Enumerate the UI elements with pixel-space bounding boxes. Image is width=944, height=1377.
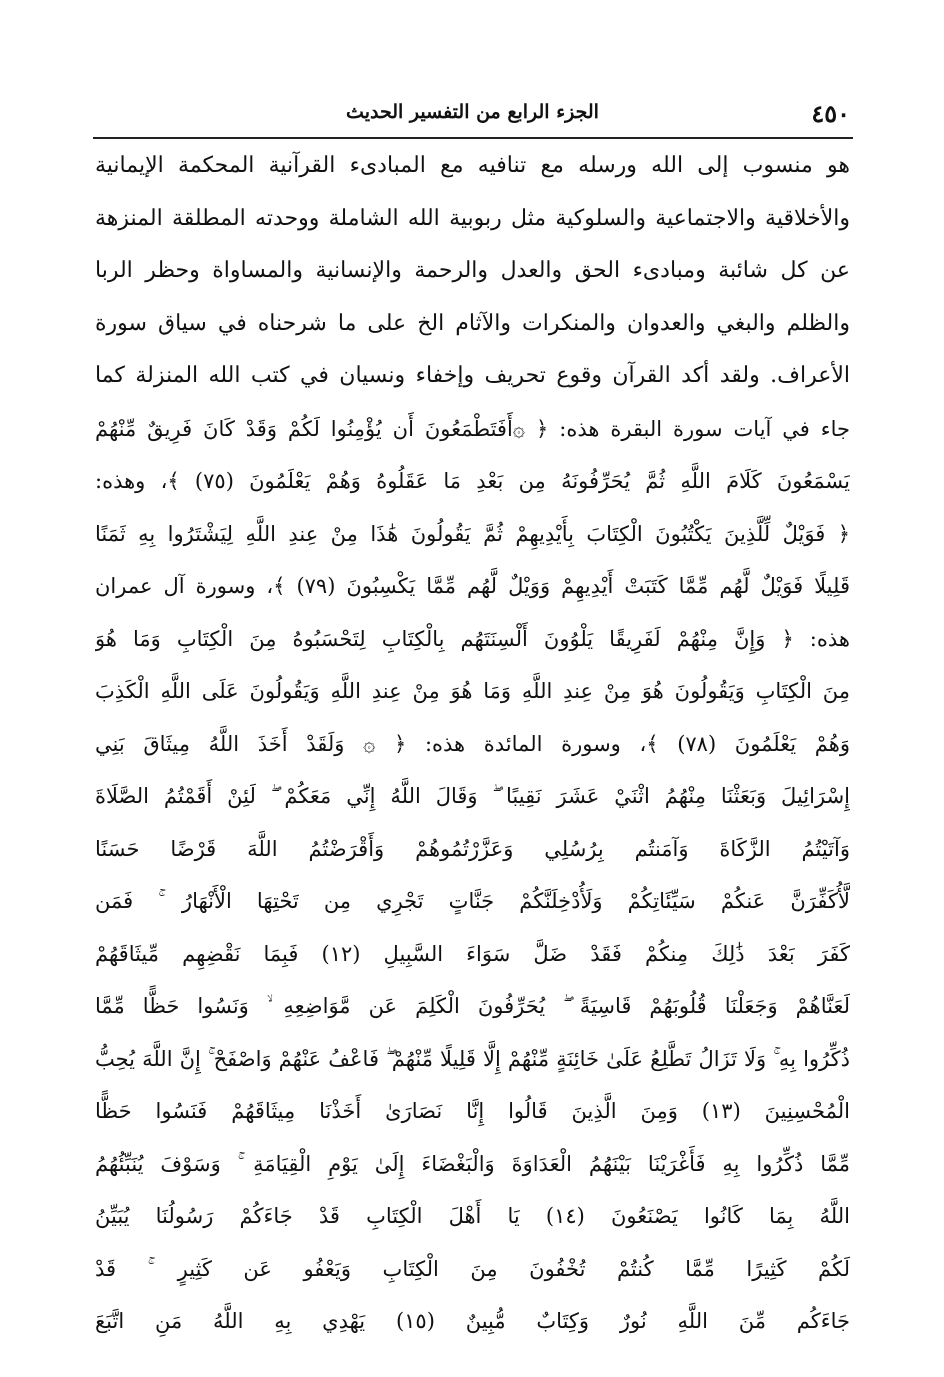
text-line: وَهُمْ يَعْلَمُونَ (٧٨) ﴾، وسورة المائدة هذه: ﴿ ۞ وَلَقَدْ أَخَذَ اللَّهُ مِيثَاقَ بَنِي	[95, 731, 850, 756]
text-line: الأعراف. ولقد أكد القرآن وقوع تحريف وإخفاء ونسيان في كتب الله المنزلة كما	[95, 363, 850, 388]
text-line: ذُكِّرُوا بِهِ ۚ وَلَا تَزَالُ تَطَّلِعُ عَلَىٰ خَائِنَةٍ مِّنْهُمْ إِلَّا قَلِيلًا مِّنْهُمْ ۖ فَاعْفُ عَنْهُمْ وَاصْفَحْ ۚ إِنَّ اللَّهَ يُحِبُّ	[95, 1046, 850, 1071]
text-line: لَعَنَّاهُمْ وَجَعَلْنَا قُلُوبَهُمْ قَاسِيَةً ۖ يُحَرِّفُونَ الْكَلِمَ عَن مَّوَاضِعِهِ ۙ وَنَسُوا حَظًّا مِّمَّا	[95, 994, 850, 1018]
page-body	[95, 140, 850, 1348]
text-line: عن كل شائبة ومبادىء الحق والعدل والرحمة والإنسانية والمساواة وحظر الربا	[95, 258, 850, 283]
running-title: الجزء الرابع من التفسير الحديث	[346, 101, 599, 123]
text-line: جَاءَكُم مِّنَ اللَّهِ نُورٌ وَكِتَابٌ مُّبِينٌ (١٥) يَهْدِي بِهِ اللَّهُ مَنِ اتَّبَعَ	[95, 1309, 850, 1333]
header-rule	[93, 137, 853, 139]
text-line: إِسْرَائِيلَ وَبَعَثْنَا مِنْهُمُ اثْنَيْ عَشَرَ نَقِيبًا ۖ وَقَالَ اللَّهُ إِنِّي مَعَكُمْ ۖ لَئِنْ أَقَمْتُمُ الصَّلَاةَ	[95, 784, 850, 808]
page-header	[95, 95, 850, 135]
text-line: لَّأُكَفِّرَنَّ عَنكُمْ سَيِّئَاتِكُمْ وَلَأُدْخِلَنَّكُمْ جَنَّاتٍ تَجْرِي مِن تَحْتِهَا الْأَنْهَارُ ۚ فَمَن	[95, 889, 850, 913]
text-line: وَآتَيْتُمُ الزَّكَاةَ وَآمَنتُم بِرُسُلِي وَعَزَّرْتُمُوهُمْ وَأَقْرَضْتُمُ اللَّهَ قَرْضًا حَسَنًا	[95, 836, 850, 861]
text-line: كَفَرَ بَعْدَ ذَٰلِكَ مِنكُمْ فَقَدْ ضَلَّ سَوَاءَ السَّبِيلِ (١٢) فَبِمَا نَقْضِهِم مِّيثَاقَهُمْ	[95, 941, 850, 966]
text-line: الْمُحْسِنِينَ (١٣) وَمِنَ الَّذِينَ قَالُوا إِنَّا نَصَارَىٰ أَخَذْنَا مِيثَاقَهُمْ فَنَسُوا حَظًّا	[95, 1099, 850, 1123]
page-number: ٤٥٠	[811, 99, 850, 128]
text-line: والأخلاقية والاجتماعية والسلوكية مثل ربوبية الله الشاملة ووحدته المطلقة المنزهة	[95, 205, 850, 231]
text-line: والظلم والبغي والعدوان والمنكرات والآثام الخ على ما شرحناه في سياق سورة	[95, 310, 850, 336]
text-line: هو منسوب إلى الله ورسله مع تنافيه مع المبادىء القرآنية المحكمة الإيمانية	[95, 153, 850, 178]
text-line: جاء في آيات سورة البقرة هذه: ﴿ ۞أَفَتَطْمَعُونَ أَن يُؤْمِنُوا لَكُمْ وَقَدْ كَانَ فَرِيقٌ مِّنْهُمْ	[95, 416, 850, 441]
text-line: يَسْمَعُونَ كَلَامَ اللَّهِ ثُمَّ يُحَرِّفُونَهُ مِن بَعْدِ مَا عَقَلُوهُ وَهُمْ يَعْلَمُونَ (٧٥) ﴾، وهذه:	[95, 469, 850, 493]
text-line: مِنَ الْكِتَابِ وَيَقُولُونَ هُوَ مِنْ عِندِ اللَّهِ وَمَا هُوَ مِنْ عِندِ اللَّهِ وَيَقُولُونَ عَلَى اللَّهِ الْكَذِبَ	[95, 679, 850, 703]
text-line: هذه: ﴿ وَإِنَّ مِنْهُمْ لَفَرِيقًا يَلْوُونَ أَلْسِنَتَهُم بِالْكِتَابِ لِتَحْسَبُوهُ مِنَ الْكِتَابِ وَمَا هُوَ	[95, 626, 850, 651]
text-line: لَكُمْ كَثِيرًا مِّمَّا كُنتُمْ تُخْفُونَ مِنَ الْكِتَابِ وَيَعْفُو عَن كَثِيرٍ ۚ قَدْ	[95, 1256, 850, 1281]
text-line: قَلِيلًا فَوَيْلٌ لَّهُم مِّمَّا كَتَبَتْ أَيْدِيهِمْ وَوَيْلٌ لَّهُم مِّمَّا يَكْسِبُونَ (٧٩) ﴾، وسورة آل عمران	[95, 574, 850, 598]
text-line: اللَّهُ بِمَا كَانُوا يَصْنَعُونَ (١٤) يَا أَهْلَ الْكِتَابِ قَدْ جَاءَكُمْ رَسُولُنَا يُبَيِّنُ	[95, 1204, 850, 1228]
text-line: مِّمَّا ذُكِّرُوا بِهِ فَأَغْرَيْنَا بَيْنَهُمُ الْعَدَاوَةَ وَالْبَغْضَاءَ إِلَىٰ يَوْمِ الْقِيَامَةِ ۚ وَسَوْفَ يُنَبِّئُهُمُ	[95, 1151, 850, 1176]
text-line: ﴿ فَوَيْلٌ لِّلَّذِينَ يَكْتُبُونَ الْكِتَابَ بِأَيْدِيهِمْ ثُمَّ يَقُولُونَ هَٰذَا مِنْ عِندِ اللَّهِ لِيَشْتَرُوا بِهِ ثَمَنًا	[95, 521, 850, 546]
